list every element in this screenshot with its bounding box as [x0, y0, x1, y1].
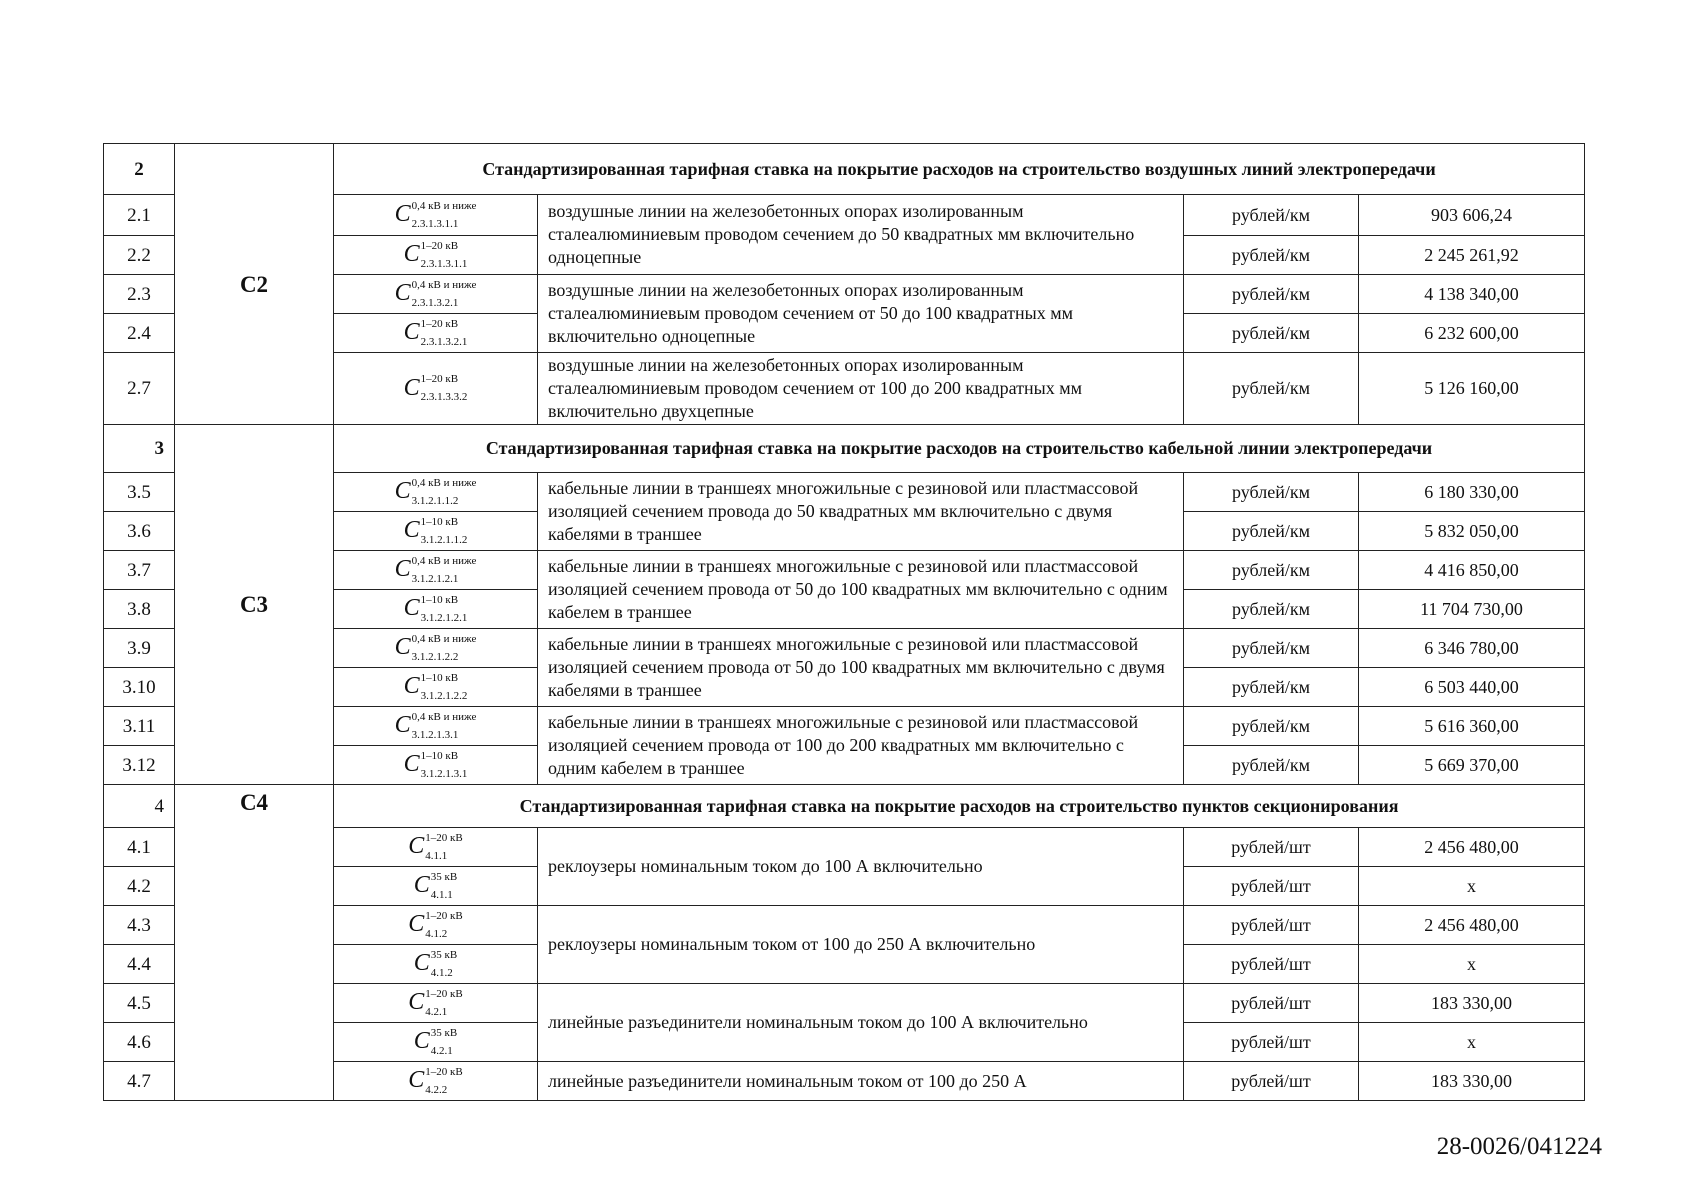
- row-number: 4.4: [104, 945, 175, 984]
- row-unit: рублей/км: [1184, 590, 1359, 629]
- row-value: 6 232 600,00: [1359, 314, 1585, 353]
- row-unit: рублей/км: [1184, 551, 1359, 590]
- section-2-title: Стандартизированная тарифная ставка на покрытие расходов на строительство воздушных линий электропередачи: [334, 144, 1585, 195]
- row-description: кабельные линии в траншеях многожильные с резиновой или пластмассовой изоляцией сечением провода от 50 до 100 квадратных мм включительно с двумя кабелями в траншее: [538, 629, 1184, 707]
- rate-code: C 0,4 кВ и ниже 3.1.2.1.3.1: [334, 707, 538, 746]
- rate-code: C 1–10 кВ 3.1.2.1.2.2: [334, 668, 538, 707]
- row-unit: рублей/км: [1184, 353, 1359, 425]
- row-value: 2 456 480,00: [1359, 906, 1585, 945]
- document-number: 28-0026/041224: [1436, 1133, 1602, 1160]
- row-number: 3.8: [104, 590, 175, 629]
- section-4-title: Стандартизированная тарифная ставка на покрытие расходов на строительство пунктов секционирования: [334, 785, 1585, 828]
- row-unit: рублей/км: [1184, 746, 1359, 785]
- row-value: 5 126 160,00: [1359, 353, 1585, 425]
- rate-code: C 1–20 кВ 4.2.2: [334, 1062, 538, 1101]
- rate-code: C 0,4 кВ и ниже 3.1.2.1.1.2: [334, 473, 538, 512]
- row-value: 183 330,00: [1359, 984, 1585, 1023]
- row-number: 4.5: [104, 984, 175, 1023]
- row-value: 5 832 050,00: [1359, 512, 1585, 551]
- row-number: 2.7: [104, 353, 175, 425]
- row-description: воздушные линии на железобетонных опорах изолированным сталеалюминиевым проводом сечением от 50 до 100 квадратных мм включительно одноцепные: [538, 275, 1184, 353]
- row-number: 4.7: [104, 1062, 175, 1101]
- row-number: 4.1: [104, 828, 175, 867]
- row-number: 2.4: [104, 314, 175, 353]
- row-value: х: [1359, 867, 1585, 906]
- rate-code: C 1–10 кВ 3.1.2.1.3.1: [334, 746, 538, 785]
- rate-code: C 0,4 кВ и ниже 3.1.2.1.2.2: [334, 629, 538, 668]
- row-number: 4.6: [104, 1023, 175, 1062]
- row-unit: рублей/шт: [1184, 906, 1359, 945]
- row-value: 183 330,00: [1359, 1062, 1585, 1101]
- rate-code: C 35 кВ 4.2.1: [334, 1023, 538, 1062]
- row-number: 3.7: [104, 551, 175, 590]
- row-number: 3.6: [104, 512, 175, 551]
- row-number: 4.2: [104, 867, 175, 906]
- rate-code: C 1–20 кВ 4.2.1: [334, 984, 538, 1023]
- section-3-number: 3: [104, 425, 175, 473]
- row-unit: рублей/шт: [1184, 828, 1359, 867]
- rate-code: C 0,4 кВ и ниже 3.1.2.1.2.1: [334, 551, 538, 590]
- row-number: 3.11: [104, 707, 175, 746]
- row-value: х: [1359, 945, 1585, 984]
- row-description: кабельные линии в траншеях многожильные с резиновой или пластмассовой изоляцией сечением провода до 50 квадратных мм включительно с двумя кабелями в траншее: [538, 473, 1184, 551]
- rate-code: C 0,4 кВ и ниже 2.3.1.3.2.1: [334, 275, 538, 314]
- row-value: 6 503 440,00: [1359, 668, 1585, 707]
- row-number: 2.3: [104, 275, 175, 314]
- row-description: воздушные линии на железобетонных опорах изолированным сталеалюминиевым проводом сечением от 100 до 200 квадратных мм включительно двухцепные: [538, 353, 1184, 425]
- rate-code: C 35 кВ 4.1.1: [334, 867, 538, 906]
- rate-code: C 1–20 кВ 2.3.1.3.2.1: [334, 314, 538, 353]
- section-3-header-row: [104, 425, 1585, 473]
- rate-code: C 1–20 кВ 4.1.2: [334, 906, 538, 945]
- row-unit: рублей/шт: [1184, 867, 1359, 906]
- row-value: 5 669 370,00: [1359, 746, 1585, 785]
- row-description: кабельные линии в траншеях многожильные с резиновой или пластмассовой изоляцией сечением провода от 100 до 200 квадратных мм включительно с одним кабелем в траншее: [538, 707, 1184, 785]
- section-4-number: 4: [104, 785, 175, 828]
- row-description: линейные разъединители номинальным током от 100 до 250 А: [538, 1062, 1184, 1101]
- row-unit: рублей/шт: [1184, 1062, 1359, 1101]
- row-value: 4 138 340,00: [1359, 275, 1585, 314]
- group-c4-label: С4: [175, 785, 334, 1101]
- row-unit: рублей/шт: [1184, 945, 1359, 984]
- row-description: реклоузеры номинальным током от 100 до 250 А включительно: [538, 906, 1184, 984]
- row-number: 3.10: [104, 668, 175, 707]
- section-2-header-row: [104, 144, 1585, 195]
- row-value: х: [1359, 1023, 1585, 1062]
- rate-code: C 0,4 кВ и ниже 2.3.1.3.1.1: [334, 195, 538, 236]
- row-number: 3.9: [104, 629, 175, 668]
- row-value: 2 456 480,00: [1359, 828, 1585, 867]
- section-3-title: Стандартизированная тарифная ставка на покрытие расходов на строительство кабельной линии электропередачи: [334, 425, 1585, 473]
- rate-code: C 1–20 кВ 4.1.1: [334, 828, 538, 867]
- rate-code: C 1–20 кВ 2.3.1.3.3.2: [334, 353, 538, 425]
- row-number: 2.2: [104, 236, 175, 275]
- rate-code: C 35 кВ 4.1.2: [334, 945, 538, 984]
- row-unit: рублей/км: [1184, 668, 1359, 707]
- row-value: 903 606,24: [1359, 195, 1585, 236]
- section-4-header-row: [104, 785, 1585, 828]
- row-value: 2 245 261,92: [1359, 236, 1585, 275]
- row-number: 2.1: [104, 195, 175, 236]
- row-description: кабельные линии в траншеях многожильные с резиновой или пластмассовой изоляцией сечением провода от 50 до 100 квадратных мм включительно с одним кабелем в траншее: [538, 551, 1184, 629]
- row-value: 4 416 850,00: [1359, 551, 1585, 590]
- row-description: линейные разъединители номинальным током до 100 А включительно: [538, 984, 1184, 1062]
- group-c3-label: С3: [175, 425, 334, 785]
- row-unit: рублей/шт: [1184, 1023, 1359, 1062]
- row-unit: рублей/км: [1184, 195, 1359, 236]
- row-value: 6 346 780,00: [1359, 629, 1585, 668]
- group-c2-label: С2: [175, 144, 334, 425]
- row-number: 4.3: [104, 906, 175, 945]
- rate-code: C 1–20 кВ 2.3.1.3.1.1: [334, 236, 538, 275]
- rate-code: C 1–10 кВ 3.1.2.1.1.2: [334, 512, 538, 551]
- row-unit: рублей/шт: [1184, 984, 1359, 1023]
- row-unit: рублей/км: [1184, 629, 1359, 668]
- row-unit: рублей/км: [1184, 512, 1359, 551]
- row-unit: рублей/км: [1184, 236, 1359, 275]
- row-description: реклоузеры номинальным током до 100 А включительно: [538, 828, 1184, 906]
- row-value: 11 704 730,00: [1359, 590, 1585, 629]
- row-unit: рублей/км: [1184, 314, 1359, 353]
- row-number: 3.12: [104, 746, 175, 785]
- row-unit: рублей/км: [1184, 275, 1359, 314]
- tariff-table: [103, 143, 1585, 1101]
- row-value: 5 616 360,00: [1359, 707, 1585, 746]
- row-description: воздушные линии на железобетонных опорах изолированным сталеалюминиевым проводом сечением до 50 квадратных мм включительно одноцепные: [538, 195, 1184, 275]
- row-value: 6 180 330,00: [1359, 473, 1585, 512]
- row-unit: рублей/км: [1184, 707, 1359, 746]
- rate-code: C 1–10 кВ 3.1.2.1.2.1: [334, 590, 538, 629]
- section-2-number: 2: [104, 144, 175, 195]
- row-number: 3.5: [104, 473, 175, 512]
- row-unit: рублей/км: [1184, 473, 1359, 512]
